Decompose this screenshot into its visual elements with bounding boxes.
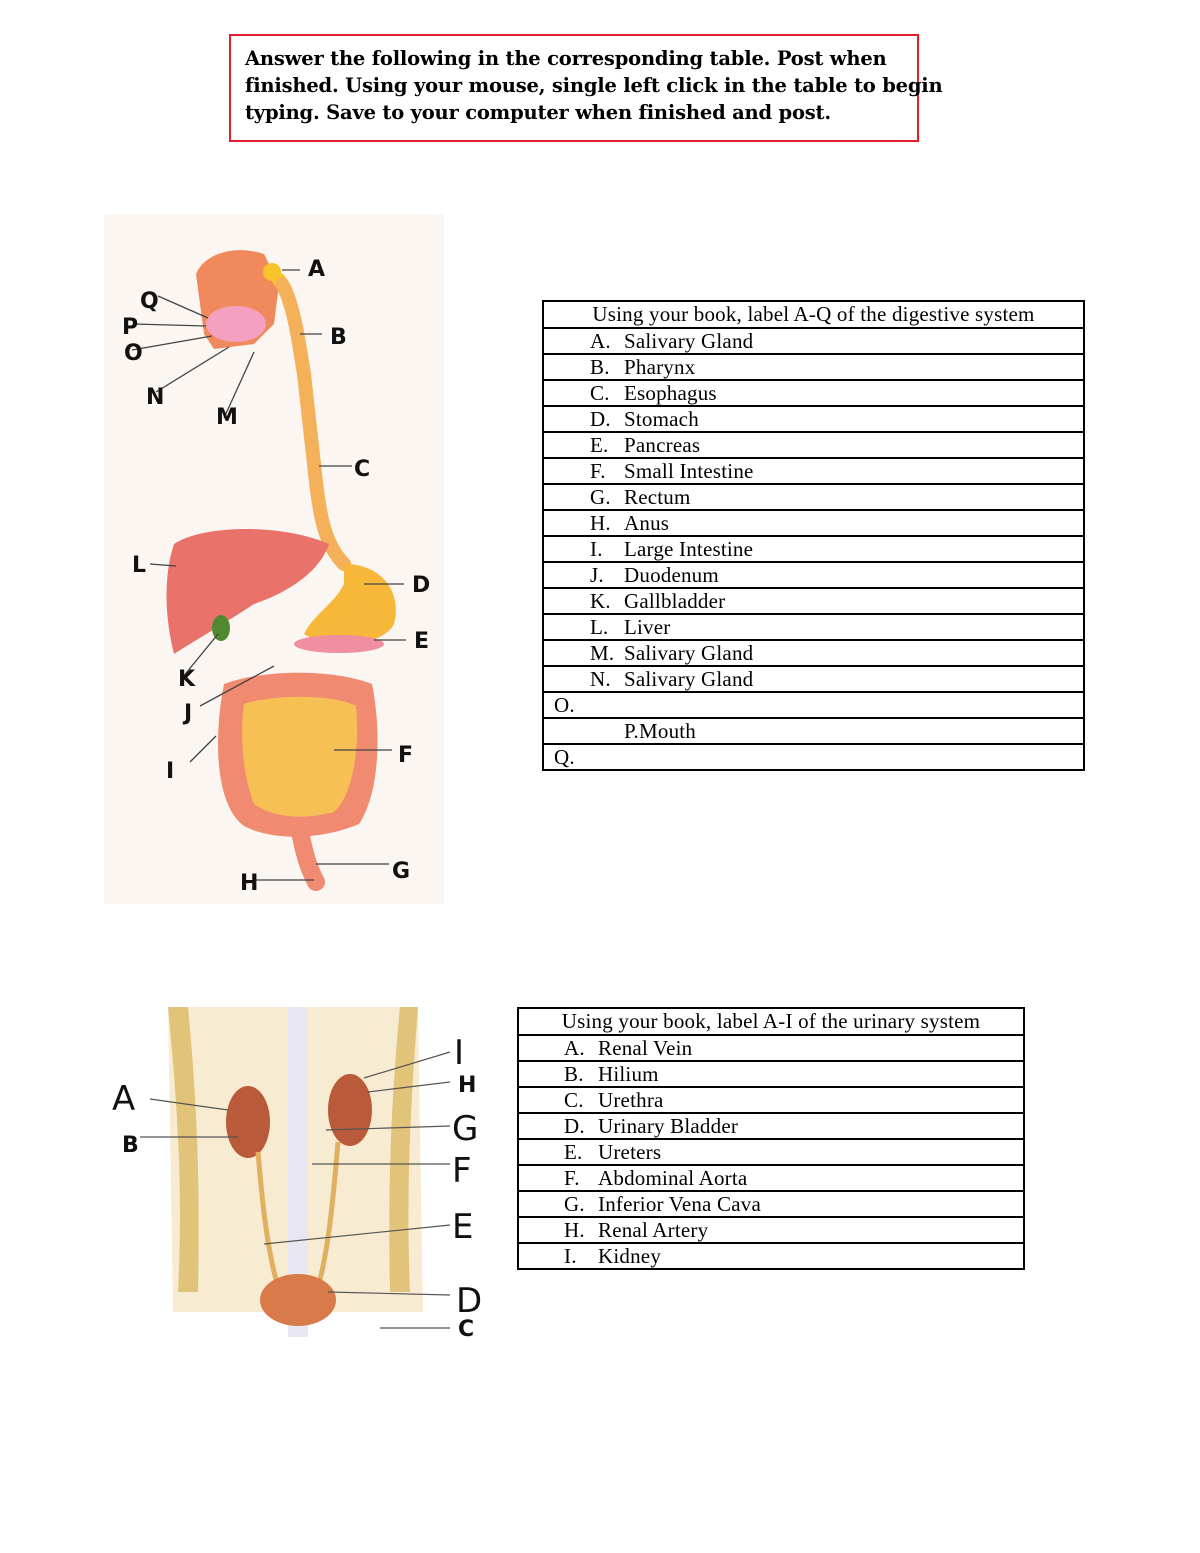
label-g: G bbox=[392, 859, 411, 884]
label-l: L bbox=[132, 553, 147, 578]
answer-cell[interactable]: Pancreas bbox=[624, 433, 701, 457]
table-row[interactable]: G. Rectum bbox=[543, 484, 1084, 510]
label-m: M bbox=[216, 405, 238, 430]
answer-cell[interactable]: Renal Artery bbox=[598, 1218, 709, 1242]
table-row[interactable]: C. Urethra bbox=[518, 1087, 1024, 1113]
label-p: P bbox=[122, 315, 139, 340]
answer-cell[interactable]: Esophagus bbox=[624, 381, 717, 405]
label-c: C bbox=[458, 1317, 475, 1342]
table-row[interactable]: H. Renal Artery bbox=[518, 1217, 1024, 1243]
label-k: K bbox=[178, 667, 196, 692]
label-b: B bbox=[122, 1133, 139, 1158]
table-row[interactable]: B. Pharynx bbox=[543, 354, 1084, 380]
label-i: I bbox=[166, 759, 175, 784]
answer-cell[interactable]: Kidney bbox=[598, 1244, 662, 1268]
table-row[interactable]: D. Stomach bbox=[543, 406, 1084, 432]
table-row[interactable]: B. Hilium bbox=[518, 1061, 1024, 1087]
table-row[interactable]: F. Abdominal Aorta bbox=[518, 1165, 1024, 1191]
answer-cell[interactable]: Ureters bbox=[598, 1140, 662, 1164]
digestive-table-header: Using your book, label A-Q of the digestive system bbox=[543, 301, 1084, 328]
label-q: Q bbox=[140, 289, 159, 314]
table-row[interactable]: E. Pancreas bbox=[543, 432, 1084, 458]
answer-cell[interactable]: Duodenum bbox=[624, 563, 719, 587]
answer-cell[interactable]: Inferior Vena Cava bbox=[598, 1192, 761, 1216]
table-row[interactable]: G. Inferior Vena Cava bbox=[518, 1191, 1024, 1217]
answer-cell[interactable]: P.Mouth bbox=[624, 719, 697, 743]
digestive-labels bbox=[104, 214, 444, 904]
table-row[interactable]: N. Salivary Gland bbox=[543, 666, 1084, 692]
answer-cell[interactable]: Salivary Gland bbox=[624, 641, 754, 665]
label-e: E bbox=[414, 629, 430, 654]
label-f: F bbox=[398, 743, 414, 768]
label-j: J bbox=[184, 701, 193, 726]
table-row[interactable]: I. Large Intestine bbox=[543, 536, 1084, 562]
label-a: A bbox=[308, 257, 326, 282]
answer-cell[interactable]: Rectum bbox=[624, 485, 691, 509]
label-c: C bbox=[354, 457, 371, 482]
table-row[interactable]: M. Salivary Gland bbox=[543, 640, 1084, 666]
label-i: I bbox=[454, 1033, 465, 1073]
table-row[interactable]: C. Esophagus bbox=[543, 380, 1084, 406]
instructions-line-3: typing. Save to your computer when finished and post. bbox=[245, 101, 831, 124]
instructions-line-1: Answer the following in the corresponding table. Post when bbox=[245, 47, 887, 70]
label-d: D bbox=[456, 1281, 483, 1321]
instructions-line-2: finished. Using your mouse, single left click in the table to begin bbox=[245, 74, 943, 97]
label-e: E bbox=[452, 1207, 474, 1247]
answer-cell[interactable]: Hilium bbox=[598, 1062, 659, 1086]
label-h: H bbox=[458, 1073, 477, 1098]
answer-cell[interactable]: Stomach bbox=[624, 407, 699, 431]
table-row[interactable]: F. Small Intestine bbox=[543, 458, 1084, 484]
label-g: G bbox=[452, 1109, 479, 1149]
answer-cell[interactable]: Salivary Gland bbox=[624, 667, 754, 691]
table-row[interactable]: O. bbox=[543, 692, 1084, 718]
answer-cell[interactable]: Large Intestine bbox=[624, 537, 754, 561]
instructions-box bbox=[229, 34, 943, 142]
answer-cell[interactable]: Small Intestine bbox=[624, 459, 754, 483]
table-row[interactable]: Q. bbox=[543, 744, 1084, 770]
table-row[interactable] bbox=[543, 718, 1084, 744]
table-row[interactable]: E. Ureters bbox=[518, 1139, 1024, 1165]
table-row[interactable]: D. Urinary Bladder bbox=[518, 1113, 1024, 1139]
urinary-table-header: Using your book, label A-I of the urinary system bbox=[518, 1008, 1024, 1035]
label-o: O bbox=[124, 341, 143, 366]
answer-cell[interactable]: Liver bbox=[624, 615, 671, 639]
label-a: A bbox=[112, 1079, 136, 1119]
table-row[interactable]: A. Renal Vein bbox=[518, 1035, 1024, 1061]
answer-cell[interactable]: Urinary Bladder bbox=[598, 1114, 739, 1138]
table-row[interactable]: A. Salivary Gland bbox=[543, 328, 1084, 354]
answer-cell[interactable]: Renal Vein bbox=[598, 1036, 693, 1060]
table-row[interactable]: L. Liver bbox=[543, 614, 1084, 640]
answer-cell[interactable]: Urethra bbox=[598, 1088, 664, 1112]
urinary-labels bbox=[88, 992, 488, 1357]
answer-cell[interactable]: Gallbladder bbox=[624, 589, 726, 613]
table-row[interactable]: H. Anus bbox=[543, 510, 1084, 536]
label-b: B bbox=[330, 325, 347, 350]
label-f: F bbox=[452, 1151, 472, 1191]
table-row[interactable]: K. Gallbladder bbox=[543, 588, 1084, 614]
label-n: N bbox=[146, 385, 165, 410]
answer-cell[interactable]: Salivary Gland bbox=[624, 329, 754, 353]
label-h: H bbox=[240, 871, 259, 896]
urinary-answer-table[interactable] bbox=[517, 1007, 1025, 1270]
answer-cell[interactable]: Abdominal Aorta bbox=[598, 1166, 748, 1190]
digestive-answer-table[interactable] bbox=[542, 300, 1085, 771]
label-d: D bbox=[412, 573, 431, 598]
answer-cell[interactable]: Anus bbox=[624, 511, 670, 535]
answer-cell[interactable]: Pharynx bbox=[624, 355, 696, 379]
table-row[interactable]: J. Duodenum bbox=[543, 562, 1084, 588]
table-row[interactable]: I. Kidney bbox=[518, 1243, 1024, 1269]
